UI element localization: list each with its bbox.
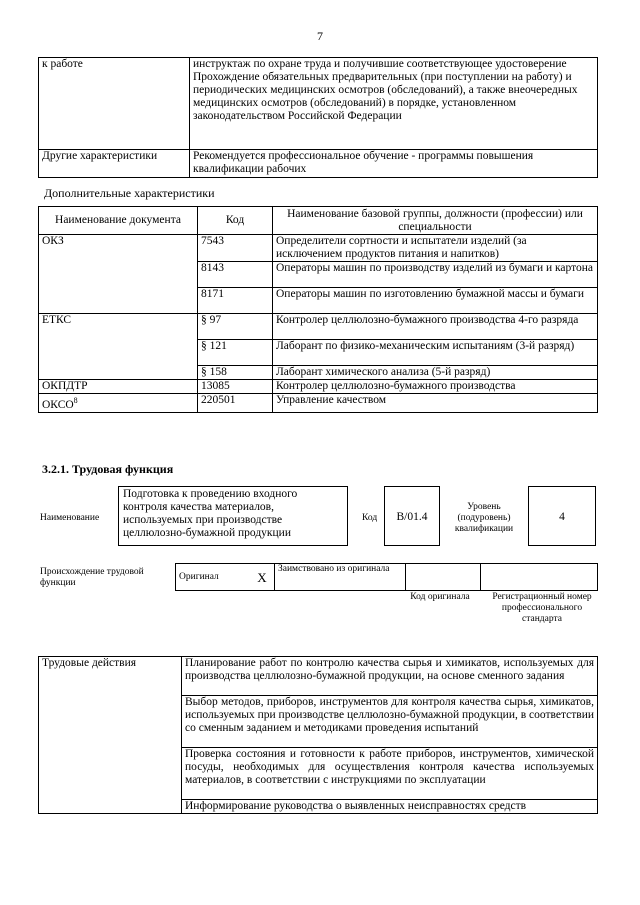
row-value: Рекомендуется профессиональное обучение - программы повышения квалификации рабочих [190, 150, 598, 178]
doc-cell: ОКПДТР [39, 380, 198, 394]
table-header [39, 207, 598, 235]
code-cell: § 158 [198, 366, 273, 380]
function-heading: 3.2.1. Трудовая функция [42, 462, 174, 476]
col-code-header: Код [198, 207, 273, 235]
name-cell: Операторы машин по изготовлению бумажной массы и бумаги [273, 288, 598, 314]
code-label: Код [362, 513, 378, 523]
table-row [39, 380, 598, 394]
origin-label: Происхождение трудовой функции [40, 567, 144, 588]
code-value-box: B/01.4 [384, 486, 440, 546]
registration-caption: Регистрационный номер профессионального стандарта [492, 592, 592, 624]
level-value-box: 4 [528, 486, 596, 546]
actions-label: Трудовые действия [39, 657, 182, 814]
row-label: к работе [39, 58, 190, 150]
doc-text: ОКСО [42, 398, 74, 411]
name-cell: Управление качеством [273, 394, 598, 413]
doc-cell [39, 394, 198, 413]
requirement-line: инструктаж по охране труда и получившие соответствующее удостоверение [193, 58, 567, 70]
name-cell: Контролер целлюлозно-бумажного производства [273, 380, 598, 394]
doc-cell: ОКЗ [39, 235, 198, 314]
table-row [39, 394, 598, 413]
row-value [190, 58, 598, 150]
action-item: Планирование работ по контролю качества сырья и химикатов, используемых для производства целлюлозно-бумажной продукции, на основе сменного задания [182, 657, 598, 696]
table-row [39, 58, 598, 150]
code-cell: 220501 [198, 394, 273, 413]
function-name-box: Подготовка к проведению входного контроля качества материалов, используемых при производстве целлюлозно-бумажной продукции [118, 486, 348, 546]
original-mark: X [250, 564, 275, 591]
name-cell: Операторы машин по производству изделий из бумаги и картона [273, 262, 598, 288]
registration-number-cell [481, 564, 598, 591]
code-cell: 8143 [198, 262, 273, 288]
table-row [39, 657, 598, 696]
code-cell: § 97 [198, 314, 273, 340]
table-row [39, 150, 598, 178]
requirement-line: Прохождение обязательных предварительных (при поступлении на работу) и периодических медицинских осмотров (обследований), а также внеочередных медицинских осмотров (обследований) в порядке, установленном законодательством Российской Федерации [193, 71, 578, 122]
action-item: Выбор методов, приборов, инструментов для контроля качества сырья, химикатов, используемых при производстве целлюлозно-бумажной продукции, в соответствии со сменным заданием и методиками проведения испытаний [182, 696, 598, 748]
borrowed-cell: Заимствовано из оригинала [275, 564, 406, 591]
code-original-caption: Код оригинала [410, 592, 470, 602]
requirements-table [38, 57, 598, 178]
col-doc-header: Наименование документа [39, 207, 198, 235]
original-code-cell [406, 564, 481, 591]
original-cell: Оригинал [176, 564, 251, 591]
code-cell: 8171 [198, 288, 273, 314]
row-label: Другие характеристики [39, 150, 190, 178]
code-cell: 7543 [198, 235, 273, 262]
code-cell: 13085 [198, 380, 273, 394]
section-heading: Дополнительные характеристики [44, 186, 215, 200]
table-row [39, 235, 598, 262]
code-cell: § 121 [198, 340, 273, 366]
additional-table [38, 206, 598, 413]
name-cell: Определители сортности и испытатели изделий (за исключением продуктов питания и напитков) [273, 235, 598, 262]
table-row [39, 314, 598, 340]
action-item: Информирование руководства о выявленных неисправностях средств [182, 800, 598, 814]
name-cell: Контролер целлюлозно-бумажного производства 4-го разряда [273, 314, 598, 340]
level-label: Уровень (подуровень) квалификации [454, 502, 514, 534]
footnote-mark: 8 [73, 396, 78, 405]
labor-actions-table [38, 656, 598, 814]
doc-cell: ЕТКС [39, 314, 198, 380]
page-number: 7 [317, 29, 323, 43]
table-row [176, 564, 598, 591]
origin-table [175, 563, 598, 591]
name-cell: Лаборант по физико-механическим испытаниям (3-й разряд) [273, 340, 598, 366]
name-cell: Лаборант химического анализа (5-й разряд) [273, 366, 598, 380]
col-name-header: Наименование базовой группы, должности (профессии) или специальности [273, 207, 598, 235]
name-label: Наименование [40, 513, 100, 523]
action-item: Проверка состояния и готовности к работе приборов, инструментов, химической посуды, необходимых для осуществления контроля качества используемых материалов, в соответствии с инструкциями по эксплуатации [182, 748, 598, 800]
